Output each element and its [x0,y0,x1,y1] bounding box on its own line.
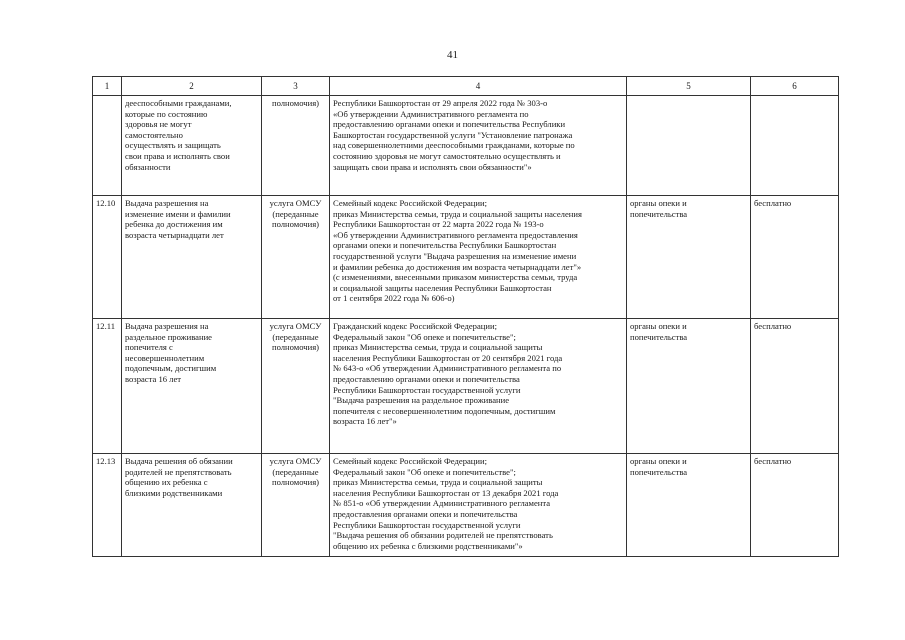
legal-basis: Семейный кодекс Российской Федерации; Федеральный закон "Об опеке и попечительстве"; приказ Министерства семьи, труда и социальной защиты населения Республики Башкортостан от 13 декабря 2021 года № 851-о «Об утверждении Административного регламента предоставления органами опеки и попечительства Республики Башкортостан государственной услуги "Выдача решения об обязании родителей не препятствовать общению их ребенка с близкими родственниками"» [330,454,627,557]
service-type: услуга ОМСУ (переданные полномочия) [262,196,330,319]
service-name: Выдача разрешения на раздельное проживание попечителя с несовершеннолетним подопечным, достигшим возраста 16 лет [122,319,262,454]
services-table [92,76,839,557]
table-row [93,319,839,454]
column-header: 2 [122,77,262,96]
row-number: 12.10 [93,196,122,319]
legal-basis: Семейный кодекс Российской Федерации; приказ Министерства семьи, труда и социальной защиты населения Республики Башкортостан от 22 марта 2022 года № 193-о «Об утверждении Административного регламента предоставления органами опеки и попечительства Республики Башкортостан государственной услуги "Выдача разрешения на изменение имени и фамилии ребенка до достижения им возраста четырнадцати лет"» (с изменениями, внесенными приказом министерства семьи, труда и социальной защиты населения Республики Башкортостан от 1 сентября 2022 года № 606-о) [330,196,627,319]
service-type: услуга ОМСУ (переданные полномочия) [262,454,330,557]
table-header-row [93,77,839,96]
service-name: дееспособными гражданами, которые по состоянию здоровья не могут самостоятельно осуществлять и защищать свои права и исполнять свои обязанности [122,96,262,196]
legal-basis: Республики Башкортостан от 29 апреля 2022 года № 303-о «Об утверждении Административного регламента по предоставлению органами опеки и попечительства Республики Башкортостан государственной услуги "Установление патронажа над совершеннолетними дееспособными гражданами, которые по состоянию здоровья не могут самостоятельно осуществлять и защищать свои права и исполнять свои обязанности"» [330,96,627,196]
table-row [93,454,839,557]
table-row [93,96,839,196]
service-type: услуга ОМСУ (переданные полномочия) [262,319,330,454]
row-number [93,96,122,196]
row-number: 12.13 [93,454,122,557]
column-header: 1 [93,77,122,96]
column-header: 3 [262,77,330,96]
service-name: Выдача решения об обязании родителей не препятствовать общению их ребенка с близкими родственниками [122,454,262,557]
row-number: 12.11 [93,319,122,454]
service-name: Выдача разрешения на изменение имени и фамилии ребенка до достижения им возраста четырнадцати лет [122,196,262,319]
table-row [93,196,839,319]
service-fee: бесплатно [751,319,839,454]
column-header: 5 [627,77,751,96]
service-fee: бесплатно [751,454,839,557]
service-fee: бесплатно [751,196,839,319]
responsible-organ [627,96,751,196]
legal-basis: Гражданский кодекс Российской Федерации; Федеральный закон "Об опеке и попечительстве"; приказ Министерства семьи, труда и социальной защиты населения Республики Башкортостан от 20 сентября 2021 года № 643-о «Об утверждении Административного регламента по предоставлению органами опеки и попечительства Республики Башкортостан государственной услуги "Выдача разрешения на раздельное проживание попечителя с несовершеннолетним подопечным, достигшим возраста 16 лет"» [330,319,627,454]
responsible-organ: органы опеки и попечительства [627,319,751,454]
responsible-organ: органы опеки и попечительства [627,454,751,557]
column-header: 6 [751,77,839,96]
page-number: 41 [447,49,458,61]
responsible-organ: органы опеки и попечительства [627,196,751,319]
service-type: полномочия) [262,96,330,196]
column-header: 4 [330,77,627,96]
service-fee [751,96,839,196]
